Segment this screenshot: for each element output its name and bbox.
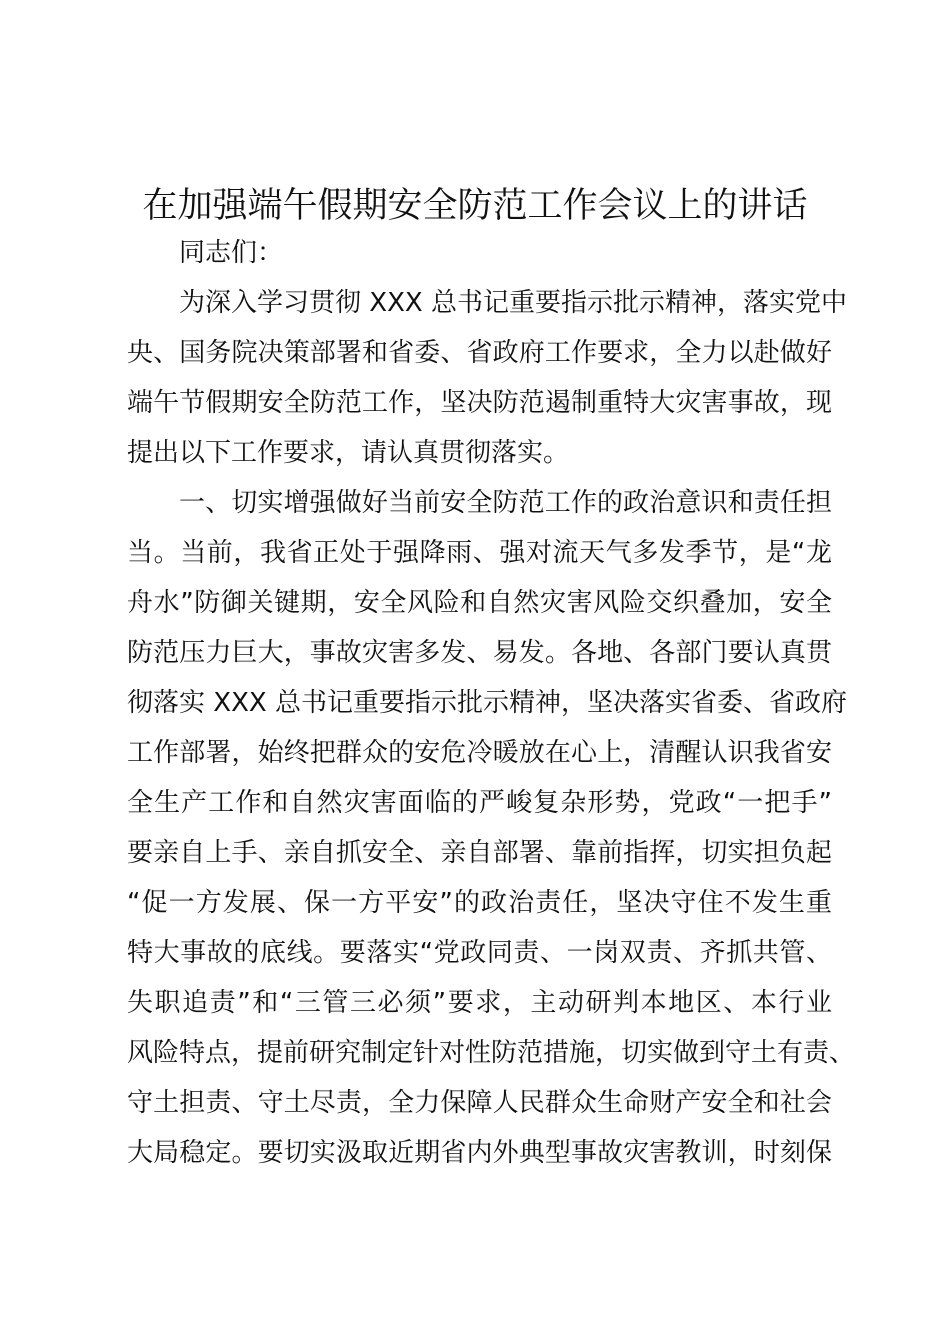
paragraph-2-line: 全生产工作和自然灾害面临的严峻复杂形势，党政“一把手” <box>127 788 832 818</box>
paragraph-2-line: 彻落实 XXX 总书记重要指示批示精神，坚决落实省委、省政府 <box>127 688 847 718</box>
paragraph-1-line: 央、国务院决策部署和省委、省政府工作要求，全力以赴做好 <box>127 338 832 368</box>
paragraph-2-line: 要亲自上手、亲自抓安全、亲自部署、靠前指挥，切实担负起 <box>127 838 832 868</box>
paragraph-1-line: 提出以下工作要求，请认真贯彻落实。 <box>127 438 570 468</box>
paragraph-2-line: 风险特点，提前研究制定针对性防范措施，切实做到守土有责、 <box>127 1038 856 1068</box>
paragraph-2-line: 舟水”防御关键期，安全风险和自然灾害风险交织叠加，安全 <box>127 588 832 618</box>
paragraph-2-line: 特大事故的底线。要落实“党政同责、一岗双责、齐抓共管、 <box>127 938 832 968</box>
paragraph-2-line: 防范压力巨大，事故灾害多发、易发。各地、各部门要认真贯 <box>127 638 832 668</box>
paragraph-2-line: 守土担责、守土尽责，全力保障人民群众生命财产安全和社会 <box>127 1088 832 1118</box>
paragraph-2-line: 当。当前，我省正处于强降雨、强对流天气多发季节，是“龙 <box>127 538 832 568</box>
paragraph-1-line: 端午节假期安全防范工作，坚决防范遏制重特大灾害事故，现 <box>127 388 832 418</box>
paragraph-2-line: 工作部署，始终把群众的安危冷暖放在心上，清醒认识我省安 <box>127 738 832 768</box>
paragraph-2-line: “促一方发展、保一方平安”的政治责任，坚决守住不发生重 <box>127 888 832 918</box>
paragraph-2-line: 大局稳定。要切实汲取近期省内外典型事故灾害教训，时刻保 <box>127 1138 832 1168</box>
document-title: 在加强端午假期安全防范工作会议上的讲话 <box>142 186 808 226</box>
paragraph-2-line: 一、切实增强做好当前安全防范工作的政治意识和责任担 <box>179 488 832 518</box>
document-body <box>127 228 856 1178</box>
paragraph-2-line: 失职追责”和“三管三必须”要求，主动研判本地区、本行业 <box>127 988 832 1018</box>
salutation: 同志们： <box>179 238 284 268</box>
paragraph-1-line: 为深入学习贯彻 XXX 总书记重要指示批示精神，落实党中 <box>179 288 847 318</box>
